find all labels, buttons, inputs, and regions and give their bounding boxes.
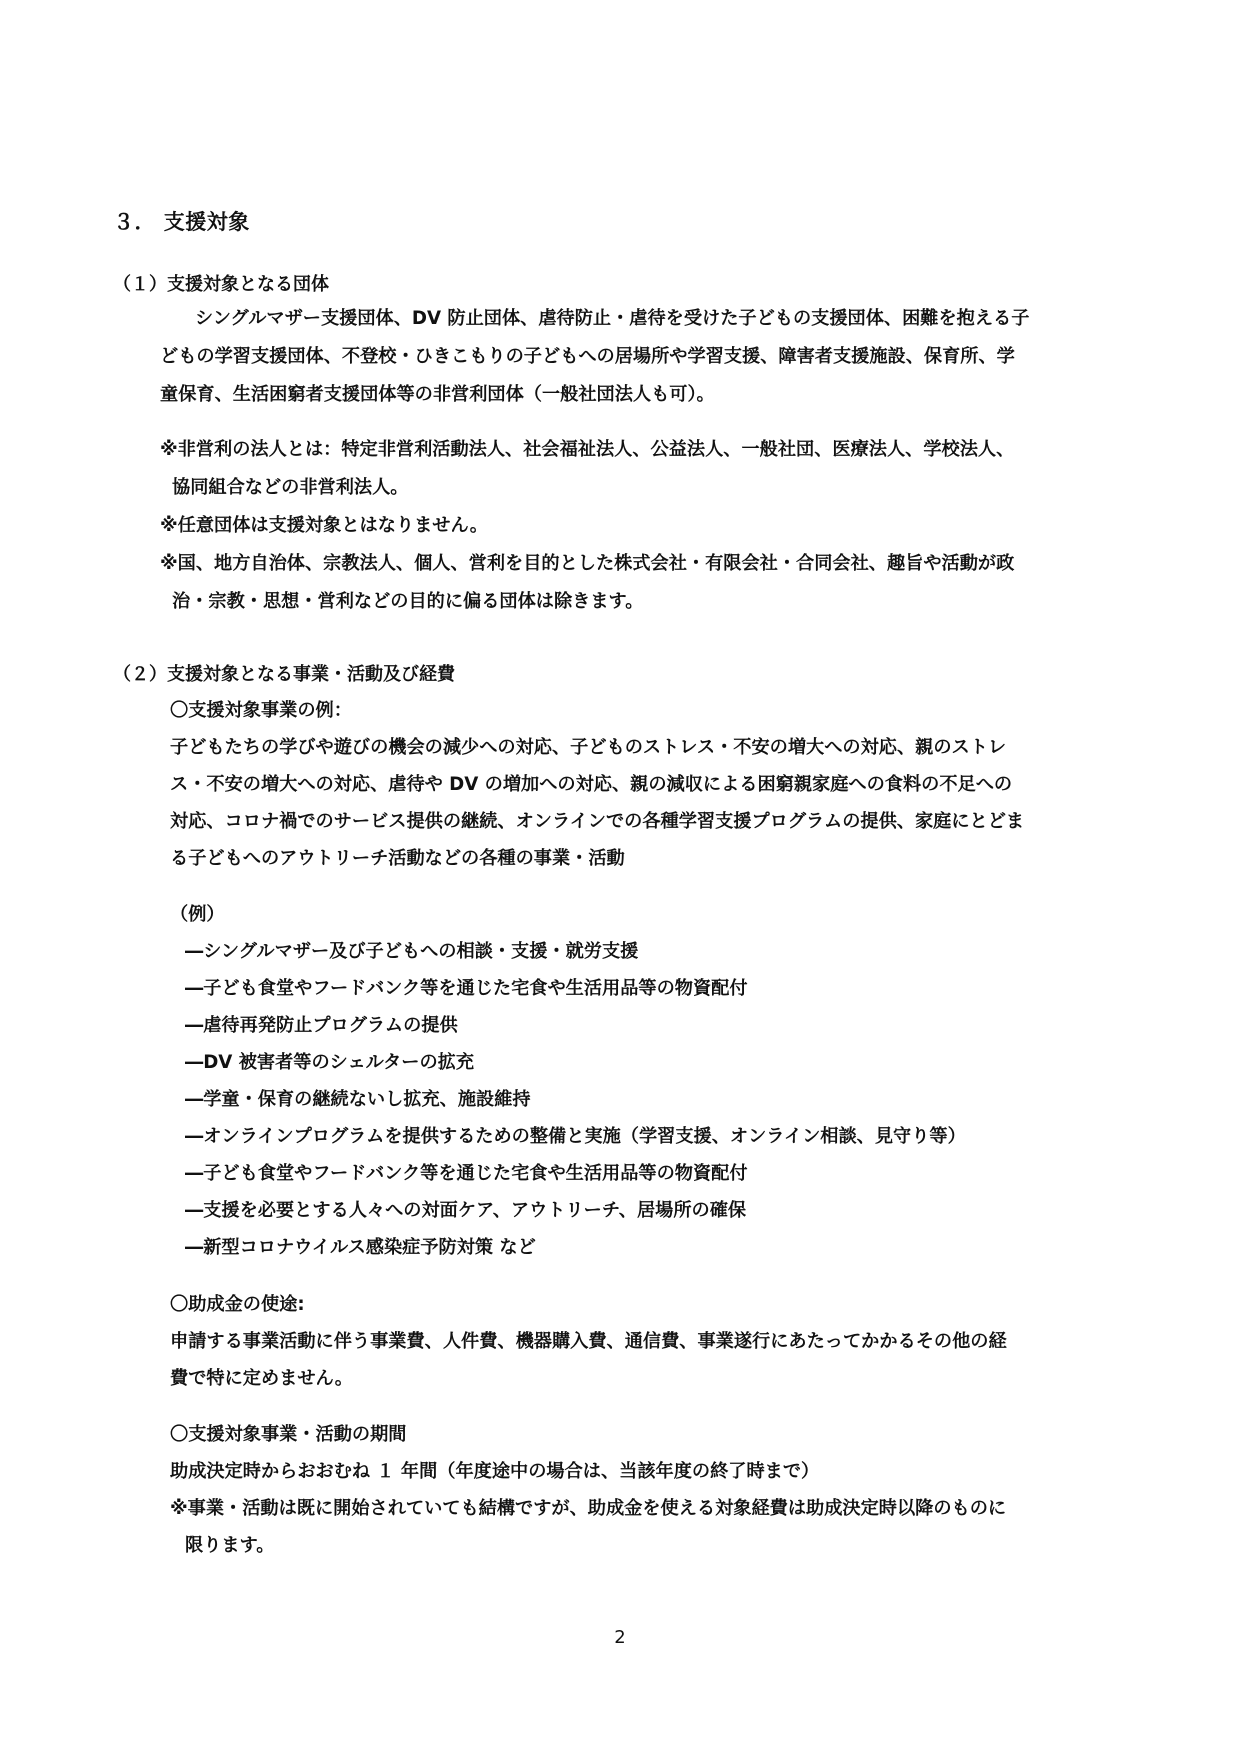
- note-line: ※任意団体は支援対象とはなりません。: [160, 515, 488, 536]
- usage-line: 費で特に定めません。: [170, 1368, 353, 1389]
- examples-line: 対応、コロナ禍でのサービス提供の継続、オンラインでの各種学習支援プログラムの提供、家庭にとどま: [170, 811, 1025, 832]
- period-heading: 〇支援対象事業・活動の期間: [170, 1424, 407, 1445]
- paragraph-line: どもの学習支援団体、不登校・ひきこもりの子どもへの居場所や学習支援、障害者支援施設、保育所、学: [160, 346, 1015, 367]
- period-note-line: ※事業・活動は既に開始されていても結構ですが、助成金を使える対象経費は助成決定時以降のものに: [170, 1498, 1007, 1519]
- example-item: ―支援を必要とする人々への対面ケア、アウトリーチ、居場所の確保: [185, 1200, 747, 1221]
- example-item: ―学童・保育の継続ないし拡充、施設維持: [185, 1089, 531, 1110]
- example-item: ―虐待再発防止プログラムの提供: [185, 1015, 458, 1036]
- usage-heading: 〇助成金の使途:: [170, 1294, 305, 1315]
- examples-heading: 〇支援対象事業の例：: [170, 700, 352, 721]
- section-title: ３． 支援対象: [113, 210, 250, 234]
- example-item: ―オンラインプログラムを提供するための整備と実施（学習支援、オンライン相談、見守り等）: [185, 1126, 966, 1147]
- note-line: 協同組合などの非営利法人。: [172, 477, 409, 498]
- example-item: ―子ども食堂やフードバンク等を通じた宅食や生活用品等の物資配付: [185, 978, 748, 999]
- examples-line: 子どもたちの学びや遊びの機会の減少への対応、子どものストレス・不安の増大への対応、親のストレ: [170, 737, 1007, 758]
- paragraph-line: シングルマザー支援団体、DV 防止団体、虐待防止・虐待を受けた子どもの支援団体、困難を抱える子: [195, 308, 1030, 329]
- note-line: 治・宗教・思想・営利などの目的に偏る団体は除きます。: [172, 591, 644, 612]
- example-item: ―DV 被害者等のシェルターの拡充: [185, 1052, 475, 1073]
- period-note-line: 限ります。: [185, 1535, 275, 1556]
- example-item: ―シングルマザー及び子どもへの相談・支援・就労支援: [185, 941, 639, 962]
- examples-line: る子どもへのアウトリーチ活動などの各種の事業・活動: [170, 848, 625, 869]
- paragraph-line: 童保育、生活困窮者支援団体等の非営利団体（一般社団法人も可）。: [160, 384, 715, 405]
- page-number: 2: [614, 1627, 626, 1648]
- example-item: ―新型コロナウイルス感染症予防対策 など: [185, 1237, 536, 1258]
- period-text: 助成決定時からおおむね １ 年間（年度途中の場合は、当該年度の終了時まで）: [170, 1461, 820, 1482]
- example-item: ―子ども食堂やフードバンク等を通じた宅食や生活用品等の物資配付: [185, 1163, 748, 1184]
- note-line: ※国、地方自治体、宗教法人、個人、営利を目的とした株式会社・有限会社・合同会社、趣旨や活動が政: [160, 553, 1015, 574]
- examples-line: ス・不安の増大への対応、虐待や DV の増加への対応、親の減収による困窮親家庭への食料の不足への: [170, 774, 1013, 795]
- note-line: ※非営利の法人とは：特定非営利活動法人、社会福祉法人、公益法人、一般社団、医療法人、学校法人、: [160, 439, 1015, 460]
- subsection-heading-1: （１）支援対象となる団体: [113, 274, 329, 295]
- subsection-heading-2: （２）支援対象となる事業・活動及び経費: [113, 664, 455, 685]
- example-label: （例）: [170, 904, 225, 925]
- usage-line: 申請する事業活動に伴う事業費、人件費、機器購入費、通信費、事業遂行にあたってかかるその他の経: [170, 1331, 1007, 1352]
